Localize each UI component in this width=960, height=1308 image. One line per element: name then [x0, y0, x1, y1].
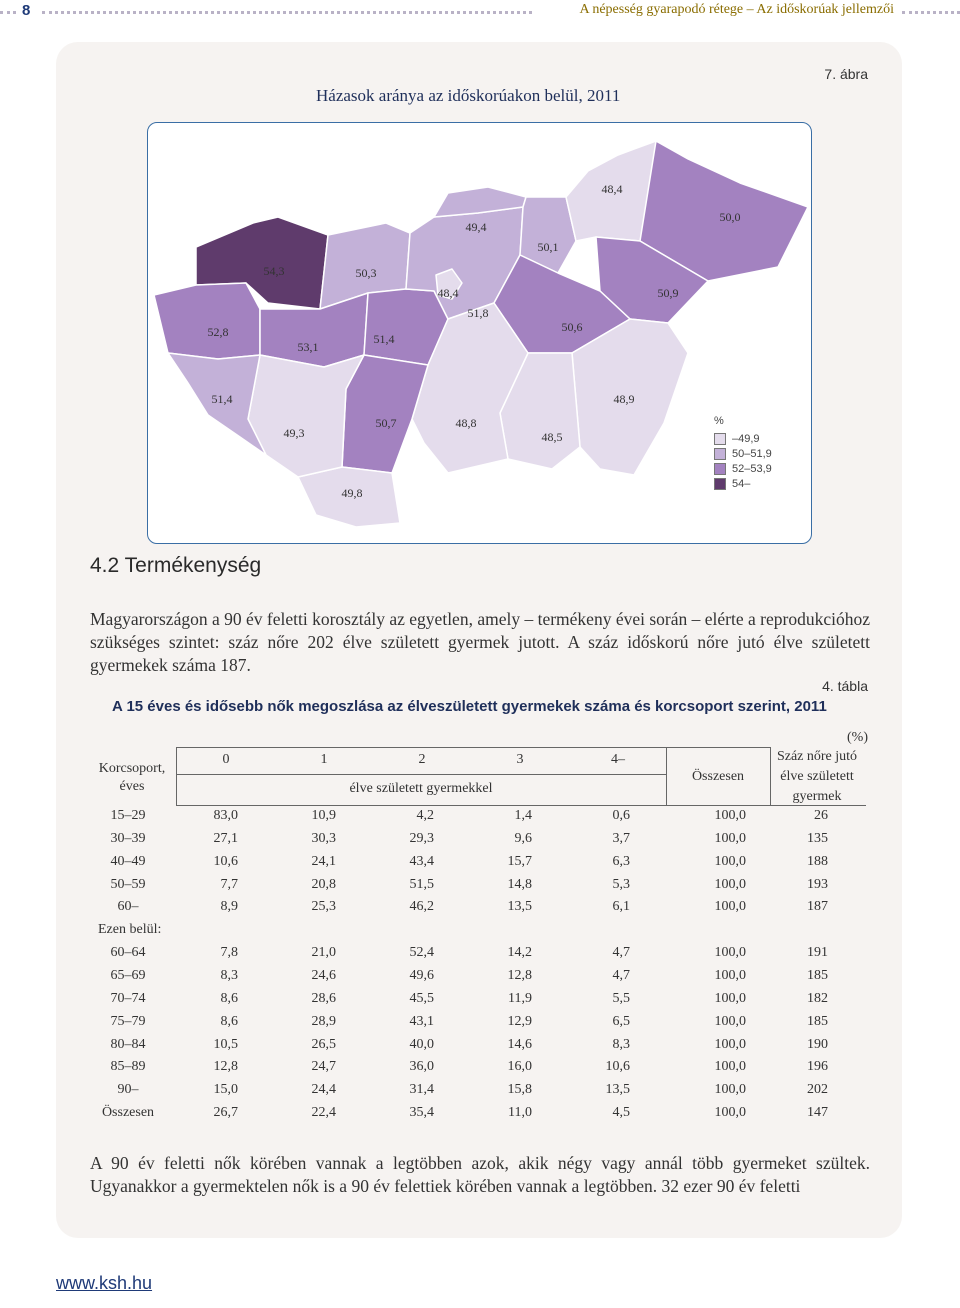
table-row: [90, 1014, 870, 1036]
table-subheader: élve született gyermekkel: [349, 781, 493, 796]
table-row: [90, 922, 870, 944]
table-cell: 6,3: [612, 853, 630, 869]
table-row: [90, 831, 870, 853]
table-cell: 190: [807, 1036, 828, 1052]
legend-label: –49,9: [732, 432, 760, 445]
table-cell: 4,7: [612, 967, 630, 983]
table-cell: 27,1: [213, 830, 238, 846]
table-cell: 187: [807, 899, 828, 915]
table-cell: 182: [807, 990, 828, 1006]
table-cell: 29,3: [409, 830, 434, 846]
region-label: 49,4: [465, 220, 487, 234]
table-cell: 4,2: [416, 808, 434, 823]
table-cell: 15,0: [213, 1082, 238, 1098]
region-label: 50,1: [537, 240, 559, 254]
table-cell: 46,2: [409, 899, 434, 915]
table-cell: 24,1: [311, 853, 336, 869]
region-label: 50,0: [719, 210, 741, 224]
table-cell: 202: [807, 1082, 828, 1098]
row-label: Ezen belül:: [98, 922, 162, 938]
table-col-head: 1: [320, 752, 328, 767]
table-title: A 15 éves és idősebb nők megoszlása az élveszületett gyermekek száma és korcsoport szerint, 2011: [112, 698, 827, 715]
table-cell: 10,5: [213, 1036, 238, 1052]
table-cell: 7,7: [220, 876, 238, 892]
table-cell: 100,0: [714, 853, 746, 869]
row-label: 75–79: [110, 1013, 146, 1029]
table-cell: 100,0: [714, 830, 746, 846]
map-title: Házasok aránya az időskorúakon belül, 2011: [316, 86, 621, 105]
row-label: 50–59: [110, 876, 146, 892]
legend-swatch: [714, 478, 726, 490]
table-cell: 100,0: [714, 967, 746, 983]
table-cell: 100,0: [714, 945, 746, 961]
table-col-head: 0: [222, 752, 230, 767]
table-cell: 10,6: [605, 1059, 630, 1075]
region-label: 50,6: [561, 320, 583, 334]
table-cell: 100,0: [714, 1059, 746, 1075]
table-cell: 30,3: [311, 830, 336, 846]
region-label: 48,8: [455, 416, 477, 430]
table-cell: 191: [807, 945, 828, 961]
table-row: [90, 1082, 870, 1104]
row-label: 15–29: [110, 808, 146, 823]
row-label: 65–69: [110, 967, 146, 983]
table-cell: 28,9: [311, 1013, 336, 1029]
table-cell: 10,6: [213, 853, 238, 869]
table-cell: 5,3: [612, 876, 630, 892]
table-row: [90, 1037, 870, 1059]
table-cell: 43,4: [409, 853, 434, 869]
table-cell: 11,9: [508, 990, 532, 1006]
table-cell: 188: [807, 853, 828, 869]
table-cell: 11,0: [508, 1105, 532, 1121]
table-cell: 100,0: [714, 1013, 746, 1029]
row-label: 60–: [117, 899, 139, 915]
table-cell: 8,3: [220, 967, 238, 983]
header-dots-right: [902, 11, 960, 14]
table-cell: 196: [807, 1059, 828, 1075]
table-cell: 12,9: [507, 1013, 532, 1029]
region-label: 50,3: [355, 266, 377, 280]
region-label: 48,4: [601, 182, 623, 196]
row-label: 85–89: [110, 1059, 146, 1075]
table-cell: 8,6: [220, 990, 238, 1006]
table-row: [90, 1059, 870, 1081]
legend-item: [714, 476, 772, 491]
table-rule: [176, 747, 770, 748]
header-dots-left: [0, 11, 16, 14]
table-per100-head: élve született: [780, 769, 854, 784]
footer-url[interactable]: www.ksh.hu: [56, 1273, 153, 1293]
table-cell: 8,9: [220, 899, 238, 915]
table-cell: 5,5: [612, 990, 630, 1006]
region-label: 53,1: [297, 340, 319, 354]
table-cell: 22,4: [311, 1105, 336, 1121]
table-row: [90, 1105, 870, 1127]
table-cell: 25,3: [311, 899, 336, 915]
table-cell: 14,8: [507, 876, 532, 892]
table-number: 4. tábla: [822, 678, 868, 694]
table-cell: 100,0: [714, 990, 746, 1006]
table-cell: 35,4: [409, 1105, 434, 1121]
table-cell: 12,8: [213, 1059, 238, 1075]
table-cell: 21,0: [311, 945, 336, 961]
legend-label: 54–: [732, 477, 751, 490]
legend-item: [714, 431, 772, 446]
footer-paragraph: A 90 év feletti nők körében vannak a legtöbben azok, akik négy vagy annál több gyermeket szültek. Ugyanakkor a gyermektelen nők is a 90 év felettiek körében vannak a legtöbben. 32 ezer 90 év feletti: [90, 1153, 870, 1196]
legend-swatch: [714, 463, 726, 475]
legend-label: 52–53,9: [732, 462, 772, 475]
section-paragraph: Magyarországon a 90 év feletti korosztály az egyetlen, amely – termékeny évei során – elérte a reprodukcióhoz szükséges szintet: száz nőre 202 élve született gyermek jutott. A száz időskorú nőre jutó élve született gyermekek száma 187.: [90, 609, 870, 675]
row-label: Összesen: [101, 1105, 155, 1121]
legend-item: [714, 446, 772, 461]
table-cell: 52,4: [409, 945, 434, 961]
row-label: 60–64: [110, 945, 146, 961]
table-cell: 100,0: [714, 876, 746, 892]
region-label: 54,3: [263, 264, 285, 278]
row-label: 30–39: [110, 830, 146, 846]
row-label: 40–49: [110, 853, 146, 869]
region-label: 48,5: [541, 430, 563, 444]
legend-title: %: [714, 415, 724, 427]
table-cell: 8,3: [612, 1036, 630, 1052]
table-cell: 4,5: [612, 1105, 630, 1121]
table-cell: 40,0: [409, 1036, 434, 1052]
row-label: 90–: [117, 1082, 139, 1098]
region-label: 49,3: [283, 426, 305, 440]
table-cell: 100,0: [714, 1082, 746, 1098]
table-cell: 3,7: [612, 830, 630, 846]
table-cell: 12,8: [507, 967, 532, 983]
row-label: 70–74: [110, 990, 146, 1006]
region-label: 48,4: [437, 286, 459, 300]
map-legend: [714, 415, 772, 491]
table-cell: 83,0: [213, 808, 238, 823]
table-cell: 4,7: [612, 945, 630, 961]
table-cell: 0,6: [612, 808, 630, 823]
page-number: 8: [22, 2, 31, 19]
table-col-head: 3: [516, 752, 524, 767]
table-cell: 6,5: [612, 1013, 630, 1029]
table-row: [90, 854, 870, 876]
table-cell: 100,0: [714, 808, 746, 823]
table-cell: 26: [814, 808, 828, 823]
table-cell: 49,6: [409, 967, 434, 983]
table-cell: 15,8: [507, 1082, 532, 1098]
table-total-head: Összesen: [691, 769, 745, 784]
header-dots: [42, 11, 532, 14]
table-cell: 24,7: [311, 1059, 336, 1075]
hungary-county-map: [148, 123, 811, 543]
table-cell: 10,9: [311, 808, 336, 823]
table-row: [90, 968, 870, 990]
table-unit: (%): [847, 730, 868, 745]
table-cell: 13,5: [507, 899, 532, 915]
table-col-head: 2: [418, 752, 426, 767]
table-cell: 28,6: [311, 990, 336, 1006]
row-label: 80–84: [110, 1036, 146, 1052]
table-cell: 43,1: [409, 1013, 434, 1029]
region-label: 52,8: [207, 325, 229, 339]
table-cell: 45,5: [409, 990, 434, 1006]
table-cell: 26,5: [311, 1036, 336, 1052]
table-cell: 135: [807, 830, 828, 846]
table-cell: 15,7: [507, 853, 532, 869]
table-row: [90, 877, 870, 899]
table-rule: [176, 774, 666, 775]
table-cell: 100,0: [714, 1036, 746, 1052]
table-cell: 51,5: [409, 876, 434, 892]
region-label: 49,8: [341, 486, 363, 500]
region-label: 50,7: [375, 416, 397, 430]
region-label: 51,4: [211, 392, 233, 406]
legend-label: 50–51,9: [732, 447, 772, 460]
region-label: 48,9: [613, 392, 635, 406]
table-cell: 13,5: [605, 1082, 630, 1098]
table-cell: 7,8: [220, 945, 238, 961]
table-head-group: Korcsoport,: [98, 761, 166, 776]
map-frame: [147, 122, 812, 544]
table-cell: 100,0: [714, 899, 746, 915]
table-cell: 24,6: [311, 967, 336, 983]
figure-number: 7. ábra: [824, 66, 868, 82]
table-cell: 16,0: [507, 1059, 532, 1075]
running-title: A népesség gyarapodó rétege – Az időskorúak jellemzői: [579, 2, 894, 17]
table-head-group-2: éves: [119, 779, 145, 794]
table-row: [90, 945, 870, 967]
table-cell: 26,7: [213, 1105, 238, 1121]
region-label: 51,8: [467, 306, 489, 320]
legend-item: [714, 461, 772, 476]
section-title: 4.2 Termékenység: [90, 554, 262, 577]
page-header: [0, 0, 960, 24]
table-cell: 147: [807, 1105, 828, 1121]
table-cell: 6,1: [612, 899, 630, 915]
table-cell: 20,8: [311, 876, 336, 892]
table-cell: 14,2: [507, 945, 532, 961]
table-cell: 185: [807, 1013, 828, 1029]
table-rule: [666, 747, 667, 805]
table-cell: 36,0: [409, 1059, 434, 1075]
table-cell: 14,6: [507, 1036, 532, 1052]
table-cell: 100,0: [714, 1105, 746, 1121]
legend-swatch: [714, 448, 726, 460]
legend-swatch: [714, 433, 726, 445]
table-col-head: 4–: [611, 752, 625, 767]
region-label: 50,9: [657, 286, 679, 300]
table-row: [90, 991, 870, 1013]
table-cell: 9,6: [514, 830, 532, 846]
table-cell: 1,4: [514, 808, 532, 823]
table-cell: 24,4: [311, 1082, 336, 1098]
table-cell: 8,6: [220, 1013, 238, 1029]
region-label: 51,4: [373, 332, 395, 346]
table-cell: 31,4: [409, 1082, 434, 1098]
table-rule: [176, 805, 866, 806]
table-row: [90, 899, 870, 921]
table-row: [90, 808, 870, 830]
region-vas: [154, 283, 260, 359]
table-per100-head: gyermek: [792, 789, 842, 804]
table-cell: 193: [807, 876, 828, 892]
table-cell: 185: [807, 967, 828, 983]
table-per100-head: Száz nőre jutó: [776, 749, 858, 764]
